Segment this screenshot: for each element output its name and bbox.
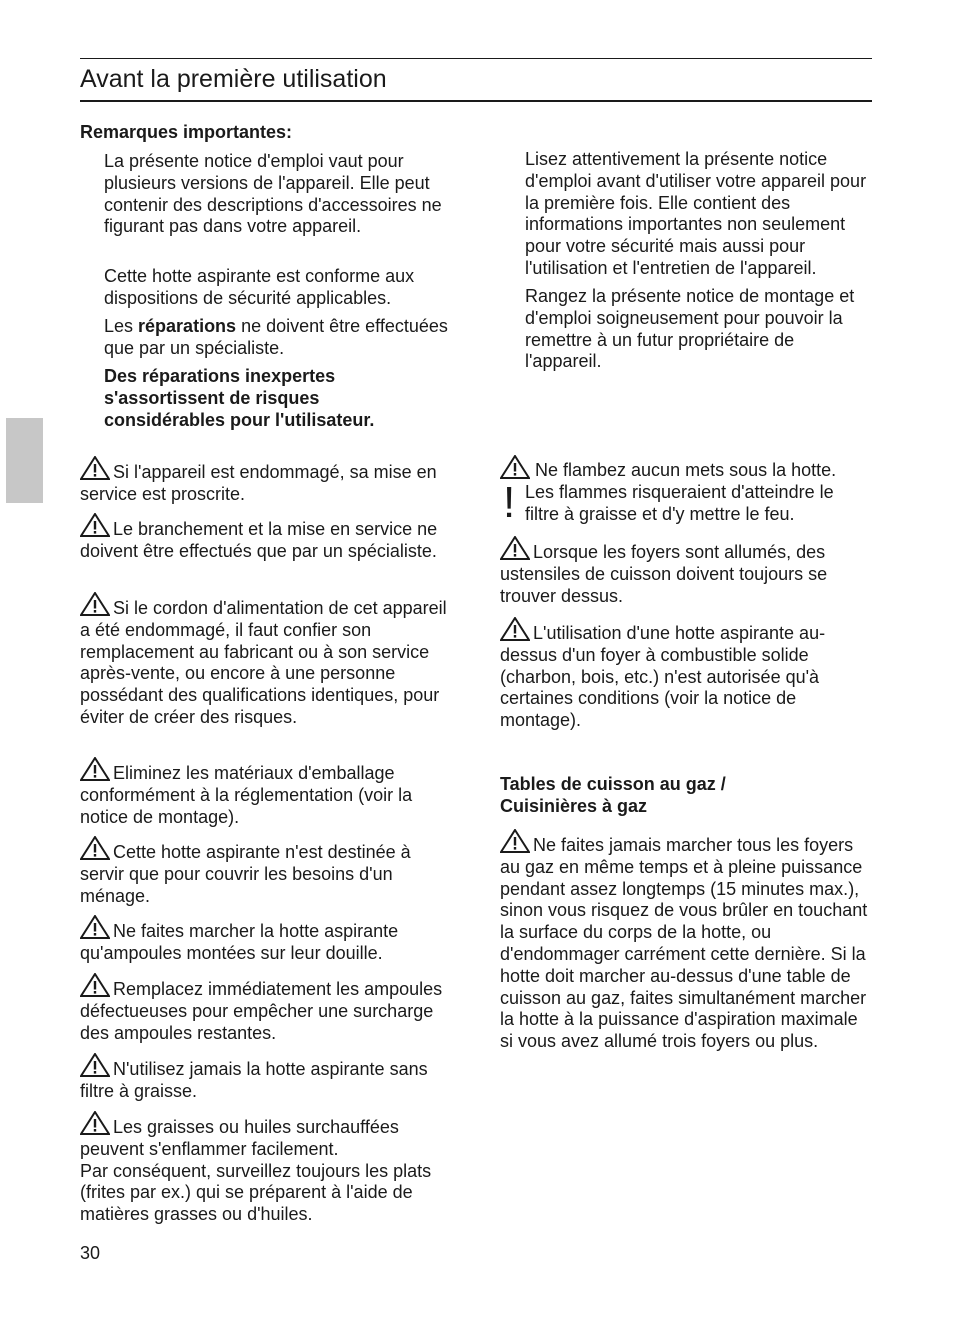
gas-heading-line-1: Tables de cuisson au gaz / (500, 774, 726, 794)
warning-power-cord (80, 592, 450, 729)
warning-text: Si le cordon d'alimentation de cet appareil a été endommagé, il faut confier son remplacement au fabricant ou à son service après-vente, ou encore à une personne possédant des qualifications identiques, pour éviter de créer des risques. (80, 598, 447, 727)
warning-triangle-icon (500, 455, 530, 479)
warning-triangle-icon (80, 836, 110, 860)
warning-flambe (535, 460, 870, 482)
gas-section-heading (500, 774, 872, 818)
warning-triangle-icon (80, 1053, 110, 1077)
remark-conformity: Cette hotte aspirante est conforme aux dispositions de sécurité applicables. (104, 266, 415, 308)
warning-damaged (80, 456, 450, 506)
warning-text: Si l'appareil est endommagé, sa mise en service est proscrite. (80, 462, 437, 504)
remark-keep-manual: Rangez la présente notice de montage et d'emploi soigneusement pour pouvoir la remettre à un futur propriétaire de l'appareil. (525, 286, 855, 372)
warning-triangle-icon (500, 829, 530, 853)
warning-triangle-icon (80, 513, 110, 537)
remark-risk-warning (104, 366, 434, 431)
page-title: Avant la première utilisation (80, 65, 387, 93)
warning-text: Le branchement et la mise en service ne doivent être effectués que par un spécialiste. (80, 519, 438, 561)
warning-text: Ne flambez aucun mets sous la hotte. (535, 460, 837, 480)
warning-text: L'utilisation d'une hotte aspirante au-dessus d'un foyer à combustible solide (charbon, bois, etc.) n'est autorisée qu'à certaines conditions (voir la notice de montage). (500, 623, 826, 731)
top-rule (80, 58, 872, 59)
warning-bulbs-mounted (80, 915, 450, 965)
warning-triangle-icon (500, 617, 530, 641)
warning-flambe-details: Les flammes risqueraient d'atteindre le filtre à graisse et d'y mettre le feu. (525, 482, 834, 524)
warning-burners-on (500, 536, 872, 607)
remark-risk-bold: Des réparations inexpertes s'assortissent de risques considérables pour l'utilisateur. (104, 366, 375, 430)
warning-text: Remplacez immédiatement les ampoules défectueuses pour empêcher une surcharge des ampoules restantes. (80, 979, 443, 1043)
warning-packaging (80, 757, 450, 828)
warning-gas-burners (500, 829, 872, 1053)
warning-triangle-icon (80, 1111, 110, 1135)
warning-triangle-icon (80, 456, 110, 480)
remark-read-carefully: Lisez attentivement la présente notice d'emploi avant d'utiliser votre appareil pour la première fois. Elle contient des informations importantes non seulement pour votre sécurité mais aussi pour l'utilisation et l'entretien de l'appareil. (525, 149, 867, 278)
warning-text: Les graisses ou huiles surchauffées peuvent s'enflammer facilement. (80, 1117, 399, 1159)
warning-text: Ne faites marcher la hotte aspirante qu'ampoules montées sur leur douille. (80, 921, 399, 963)
title-rule (80, 100, 872, 102)
warning-triangle-icon (80, 973, 110, 997)
warning-text: N'utilisez jamais la hotte aspirante sans filtre à graisse. (80, 1059, 428, 1101)
remark-versions: La présente notice d'emploi vaut pour plusieurs versions de l'appareil. Elle peut contenir des descriptions d'accessoires ne figurant pas dans votre appareil. (104, 151, 442, 237)
page-number: 30 (80, 1243, 101, 1263)
exclamation-mark-icon: ! (503, 478, 516, 527)
warning-household-use (80, 836, 450, 907)
warning-text: Cette hotte aspirante n'est destinée à servir que pour couvrir les besoins d'un ménage. (80, 842, 411, 906)
warning-triangle-icon (80, 592, 110, 616)
remark-repairs-prefix: Les (104, 316, 139, 336)
warning-replace-bulbs (80, 973, 450, 1044)
remark-repairs (104, 316, 449, 360)
remark-repairs-suffix: ne doivent être effectuées que par un spécialiste. (104, 316, 448, 358)
warning-hot-grease (80, 1111, 452, 1226)
warning-triangle-icon (80, 915, 110, 939)
warning-text: Ne faites jamais marcher tous les foyers au gaz en même temps et à pleine puissance pendant assez longtemps (15 minutes max.), sinon vous risquez de vous brûler en touchant la surface du corps de la hotte, ou d'endommager carrément cette dernière. Si la hotte doit marcher au-dessus d'une table de cuisson au gaz, faites simultanément marcher la hotte à la puissance d'aspiration maximale si vous avez allumé trois foyers ou plus. (500, 835, 868, 1052)
warning-text: Eliminez les matériaux d'emballage conformément à la réglementation (voir la notice de montage). (80, 763, 413, 827)
warning-grease-filter (80, 1053, 452, 1103)
warning-solid-fuel (500, 617, 872, 732)
gas-heading-line-2: Cuisinières à gaz (500, 795, 648, 816)
remarks-heading: Remarques importantes: (80, 122, 293, 142)
warning-triangle-icon (500, 536, 530, 560)
section-tab-marker (6, 418, 43, 503)
warning-text-continued: Par conséquent, surveillez toujours les plats (frites par ex.) qui se préparent à l'aide de matières grasses ou d'huiles. (80, 1160, 432, 1225)
remark-repairs-bold: réparations (138, 316, 237, 336)
warning-triangle-icon (80, 757, 110, 781)
warning-connection (80, 513, 450, 563)
warning-text: Lorsque les foyers sont allumés, des ustensiles de cuisson doivent toujours se trouver dessus. (500, 542, 828, 606)
